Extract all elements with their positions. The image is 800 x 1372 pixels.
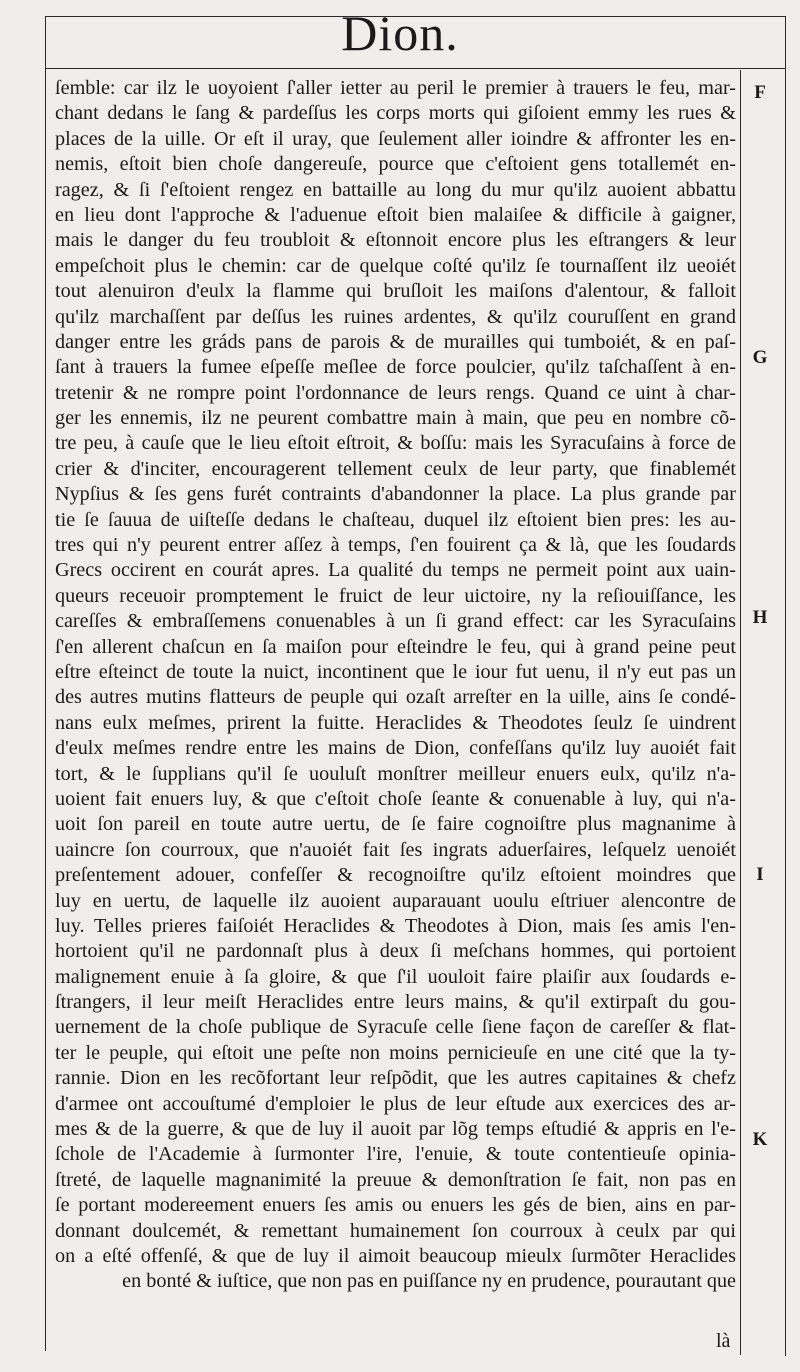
text-line: mes & de la guerre, & que de luy il auoit par lõg temps eſtudié & appris en l'e- (55, 1118, 736, 1141)
text-line: on a eſté offenſé, & que de luy il aimoit beaucoup mieulx ſurmõter Heraclides (55, 1244, 736, 1267)
margin-letter-k: K (752, 1129, 768, 1150)
catchword: là (716, 1330, 731, 1352)
text-line: uaincre ſon courroux, que n'auoiét fait ſes ingrats aduerſaires, leſquelz uenoiét (55, 838, 736, 861)
body-text (55, 76, 736, 1295)
text-line: empeſchoit plus le chemin: car de quelque coſté qu'ilz ſe tournaſſent ilz ueoiét (55, 254, 736, 277)
text-line: tout alenuiron d'eulx la flamme qui bruſloit les maiſons d'alentour, & falloit (55, 280, 736, 303)
text-line: nemis, eſtoit bien choſe dangereuſe, pource que c'eſtoient gens totallemét en- (55, 153, 736, 176)
text-line: Grecs occirent en courát apres. La qualité du temps ne permeit point aux uain- (55, 559, 736, 582)
text-line: mais le danger du feu troubloit & eſtonnoit encore plus les eſtrangers & leur (55, 229, 736, 252)
text-line: ſe portant modereement enuers ſes amis ou enuers les gés de bien, ains en par- (55, 1194, 736, 1217)
text-line: tre peu, à cauſe que le lieu eſtoit eſtroit, & boſſu: mais les Syracuſains à force de (55, 432, 736, 455)
text-line: uoient fait enuers luy, & que c'eſtoit choſe ſeante & conuenable à luy, qui n'a- (55, 787, 736, 810)
text-line: tretenir & ne rompre point l'ordonnance de leurs rengs. Quand ce uint à char- (55, 381, 736, 404)
text-line: luy. Telles prieres faiſoiét Heraclides & Theodotes à Dion, mais ſes amis l'en- (55, 914, 736, 937)
text-line: ſant à trauers la fumee eſpeſſe meſlee de force poulcier, qu'ilz taſchaſſent à en- (55, 356, 736, 379)
text-line: en lieu dont l'approche & l'aduenue eſtoit bien malaiſee & difficile à gaigner, (55, 203, 736, 226)
text-line: rannie. Dion en les recõfortant leur reſpõdit, que les autres capitaines & chefz (55, 1067, 736, 1090)
text-line: tort, & le ſupplians qu'il ſe uouluſt monſtrer meilleur enuers eulx, qu'ilz n'a- (55, 762, 736, 785)
text-line: en bonté & iuſtice, que non pas en puiſſance ny en prudence, pourautant que (122, 1270, 736, 1293)
margin-letter-f: F (754, 82, 766, 103)
text-line: d'armee ont accouſtumé d'emploier le plus de leur eſtude aux exercices des ar- (55, 1092, 736, 1115)
text-line: ſtreté, de laquelle magnanimité la preuue & demonſtration ſe fait, non pas en (55, 1168, 736, 1191)
text-line: qu'ilz marchaſſent par deſſus les ruines ardentes, & qu'ilz couruſſent en grand (55, 305, 736, 328)
text-line: places de la uille. Or eſt il uray, que ſeulement aller ioindre & affronter les en- (55, 127, 736, 150)
outer-margin-rule (785, 16, 786, 1356)
right-text-rule (740, 70, 741, 1355)
text-line: danger entre les gráds pans de parois & de murailles qui tumboiét, & en paſ- (55, 330, 736, 353)
text-line: queurs receuoir promptement le fruict de leur uictoire, ny la reſiouiſſance, les (55, 584, 736, 607)
text-line: crier & d'inciter, encouragerent tellement ceulx de leur party, que finablemét (55, 457, 736, 480)
text-line: uoit ſon pareil en toute autre uertu, de ſe faire cognoiſtre plus magnanime à (55, 813, 736, 836)
text-line: ſtrangers, il leur meiſt Heraclides entre leurs mains, & qu'il extirpaſt du gou- (55, 991, 736, 1014)
text-line: des autres mutins flatteurs de peuple qui ozaſt arreſter en la uille, ains ſe condé- (55, 686, 736, 709)
text-line: nans eulx meſmes, prirent la fuitte. Heraclides & Theodotes ſeulz ſe uindrent (55, 711, 736, 734)
text-line: ſ'en allerent chaſcun en ſa maiſon pour eſteindre le feu, qui à grand peine peut (55, 635, 736, 658)
text-line: malignement enuie à ſa gloire, & que ſ'il uouloit faire plaiſir aux ſoudards e- (55, 965, 736, 988)
text-line: tie ſe ſauua de uiſteſſe dedans le chaſteau, duquel ilz eſtoient bien pres: les au- (55, 508, 736, 531)
text-line: careſſes & embraſſemens conuenables à un ſi grand effect: car les Syracuſains (55, 610, 736, 633)
text-line: ter le peuple, qui eſtoit une peſte non moins pernicieuſe en une cité que la ty- (55, 1041, 736, 1064)
text-line: ragez, & ſi ſ'eſtoient rengez en battaille au long du mur qu'ilz auoient abbattu (55, 178, 736, 201)
text-line: donnant doulcemét, & remettant humainement ſon courroux à ceulx par qui (55, 1219, 736, 1242)
header-rule (45, 68, 785, 69)
text-line: hortoient qu'il ne pardonnaſt plus à deux ſi meſchans hommes, qui portoient (55, 940, 736, 963)
running-header: Dion. (341, 5, 459, 61)
text-line: d'eulx meſmes rendre entre les mains de Dion, confeſſans qu'ilz luy auoiét fait (55, 737, 736, 760)
margin-letter-i: I (756, 864, 764, 885)
text-line: luy en uertu, de laquelle ilz auoient auparauant uoulu eſtriuer alencontre de (55, 889, 736, 912)
text-line: ſchole de l'Academie à ſurmonter l'ire, l'enuie, & toute contentieuſe opinia- (55, 1143, 736, 1166)
text-line: tres qui n'y peurent entrer aſſez à temps, ſ'en fouirent ça & là, que les ſoudards (55, 534, 736, 557)
margin-letter-h: H (752, 607, 768, 628)
text-line: chant dedans le ſang & pardeſſus les corps morts qui giſoient emmy les rues & (55, 102, 736, 125)
left-margin-rule (45, 16, 46, 1351)
text-line: Nypſius & ſes gens furét contraints d'abandonner la place. La plus grande par (55, 483, 736, 506)
margin-letter-g: G (752, 347, 768, 368)
text-line: eſtre eſteinct de toute la nuict, incontinent que le iour fut uenu, il n'y eut pas un (55, 660, 736, 683)
text-line: preſentement adouer, confeſſer & recognoiſtre qu'ilz eſtoient moindres que (55, 864, 736, 887)
text-line: ger les ennemis, ilz ne peurent combattre main à main, que peu en nombre cõ- (55, 407, 736, 430)
text-line: uernement de la choſe publique de Syracuſe celle ſiene façon de careſſer & flat- (55, 1016, 736, 1039)
text-line: ſemble: car ilz le uoyoient ſ'aller ietter au peril le premier à trauers le feu, mar- (55, 77, 736, 99)
